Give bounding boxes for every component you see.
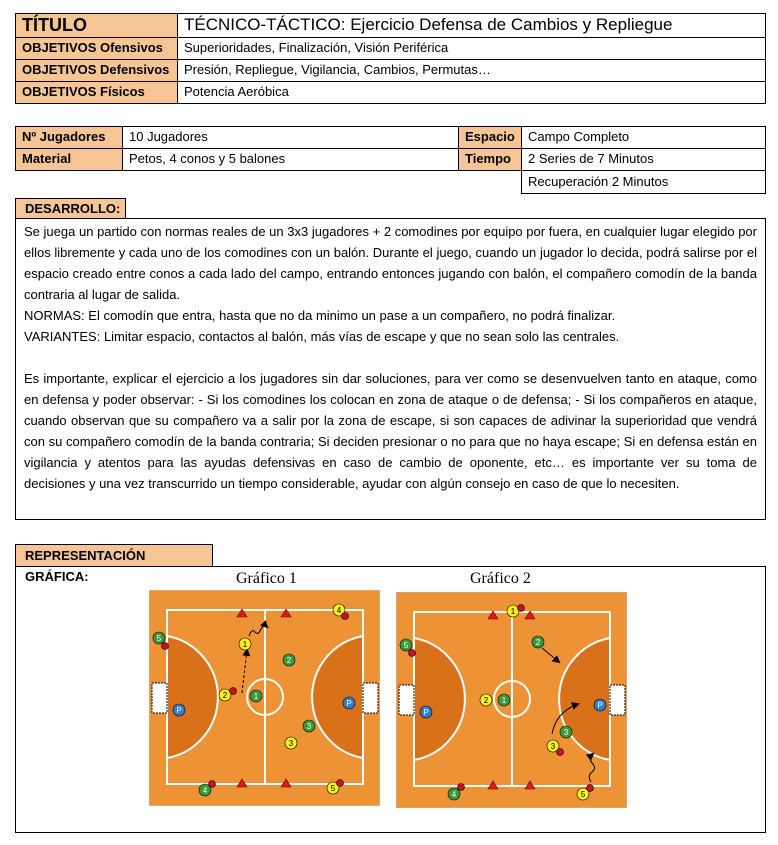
player-label: 1 xyxy=(253,692,259,701)
objetivos-defensivos-label: OBJETIVOS Defensivos xyxy=(15,59,178,82)
tiempo-label: Tiempo xyxy=(458,148,522,171)
player-label: 3 xyxy=(550,742,556,751)
grafico-1-title: Gráfico 1 xyxy=(236,570,297,587)
grafico-2-title: Gráfico 2 xyxy=(470,570,531,587)
goalkeeper-label: P xyxy=(423,708,429,717)
observacion-paragraph: Es importante, explicar el ejercicio a los jugadores sin dar soluciones, para ver como se desenvuelven tanto en ataque, como en defensa y poder observar: - Si los comodines los colocan en zona de ataque o de defensa; - Si los compañeros en ataque, cuando observan que su compañero va a salir por la zona de escape, si son capaces de adivinar la superioridad que vendrá con su compañero comodín de la banda contraria; Si deciden presionar o no para que no haya escape; Si en defensa están en vigilancia y atentos para las ayudas defensivas en caso de cambio de oponente, etc… es importante ver su toma de decisiones y una vez transcurrido un tiempo considerable, ayudar con algún consejo en caso de que lo necesiten. xyxy=(24,371,757,491)
player-label: 4 xyxy=(451,790,457,799)
player-label: 1 xyxy=(510,607,516,616)
objetivos-ofensivos-label: OBJETIVOS Ofensivos xyxy=(15,37,178,60)
material-value: Petos, 4 conos y 5 balones xyxy=(122,148,459,171)
objetivos-ofensivos-value: Superioridades, Finalización, Visión Periférica xyxy=(177,37,766,60)
grafico-1-court xyxy=(149,590,380,806)
player-label: 2 xyxy=(483,696,489,705)
goalkeeper-label: P xyxy=(346,699,352,708)
objetivos-fisicos-label: OBJETIVOS Físicos xyxy=(15,81,178,104)
objetivos-fisicos-value: Potencia Aeróbica xyxy=(177,81,766,104)
player-label: 2 xyxy=(535,638,541,647)
tiempo-value-series: 2 Series de 7 Minutos xyxy=(521,148,766,171)
material-label: Material xyxy=(15,148,123,171)
player-label: 5 xyxy=(580,790,586,799)
espacio-value: Campo Completo xyxy=(521,126,766,149)
player-label: 1 xyxy=(501,696,507,705)
player-label: 4 xyxy=(336,606,342,615)
player-label: 2 xyxy=(222,691,228,700)
player-label: 5 xyxy=(403,641,409,650)
objetivos-defensivos-value: Presión, Repliegue, Vigilancia, Cambios, Permutas… xyxy=(177,59,766,82)
jugadores-label: Nº Jugadores xyxy=(15,126,123,149)
player-label: 3 xyxy=(563,728,569,737)
player-label: 5 xyxy=(156,634,162,643)
jugadores-value: 10 Jugadores xyxy=(122,126,459,149)
player-label: 4 xyxy=(202,786,208,795)
player-label: 5 xyxy=(330,784,336,793)
player-label: 1 xyxy=(242,640,248,649)
normas-paragraph: NORMAS: El comodín que entra, hasta que no da minimo un pase a un compañero, no podrá finalizar. xyxy=(24,308,616,323)
player-label: 2 xyxy=(286,656,292,665)
goalkeeper-label: P xyxy=(176,706,182,715)
desarrollo-paragraph: Se juega un partido con normas reales de un 3x3 jugadores + 2 comodines por equipo por fuera, en cualquier lugar elegido por ellos libremente y cada uno de los comodines con un balón. Durante el juego, cuando un jugador lo decida, podrá salirse por el espacio creado entre conos a cada lado del campo, entrando entonces jugando con balón, el compañero comodín de la banda contraria al lugar de salida. xyxy=(24,224,757,302)
representacion-grafica xyxy=(15,566,766,833)
titulo-value: TÉCNICO-TÁCTICO: Ejercicio Defensa de Cambios y Repliegue xyxy=(177,13,766,38)
tiempo-value-recuperacion: Recuperación 2 Minutos xyxy=(521,170,766,194)
representacion-heading: REPRESENTACIÓN GRÁFICA: xyxy=(15,544,213,567)
player-label: 3 xyxy=(306,722,312,731)
goalkeeper-label: P xyxy=(597,701,603,710)
player-label: 3 xyxy=(288,739,294,748)
grafico-2-court xyxy=(396,592,627,808)
desarrollo-heading: DESARROLLO: xyxy=(15,198,126,219)
desarrollo-text xyxy=(15,218,766,520)
espacio-label: Espacio xyxy=(458,126,522,149)
titulo-label: TÍTULO xyxy=(15,13,178,38)
variantes-paragraph: VARIANTES: Limitar espacio, contactos al balón, más vías de escape y que no sean solo las centrales. xyxy=(24,329,620,344)
